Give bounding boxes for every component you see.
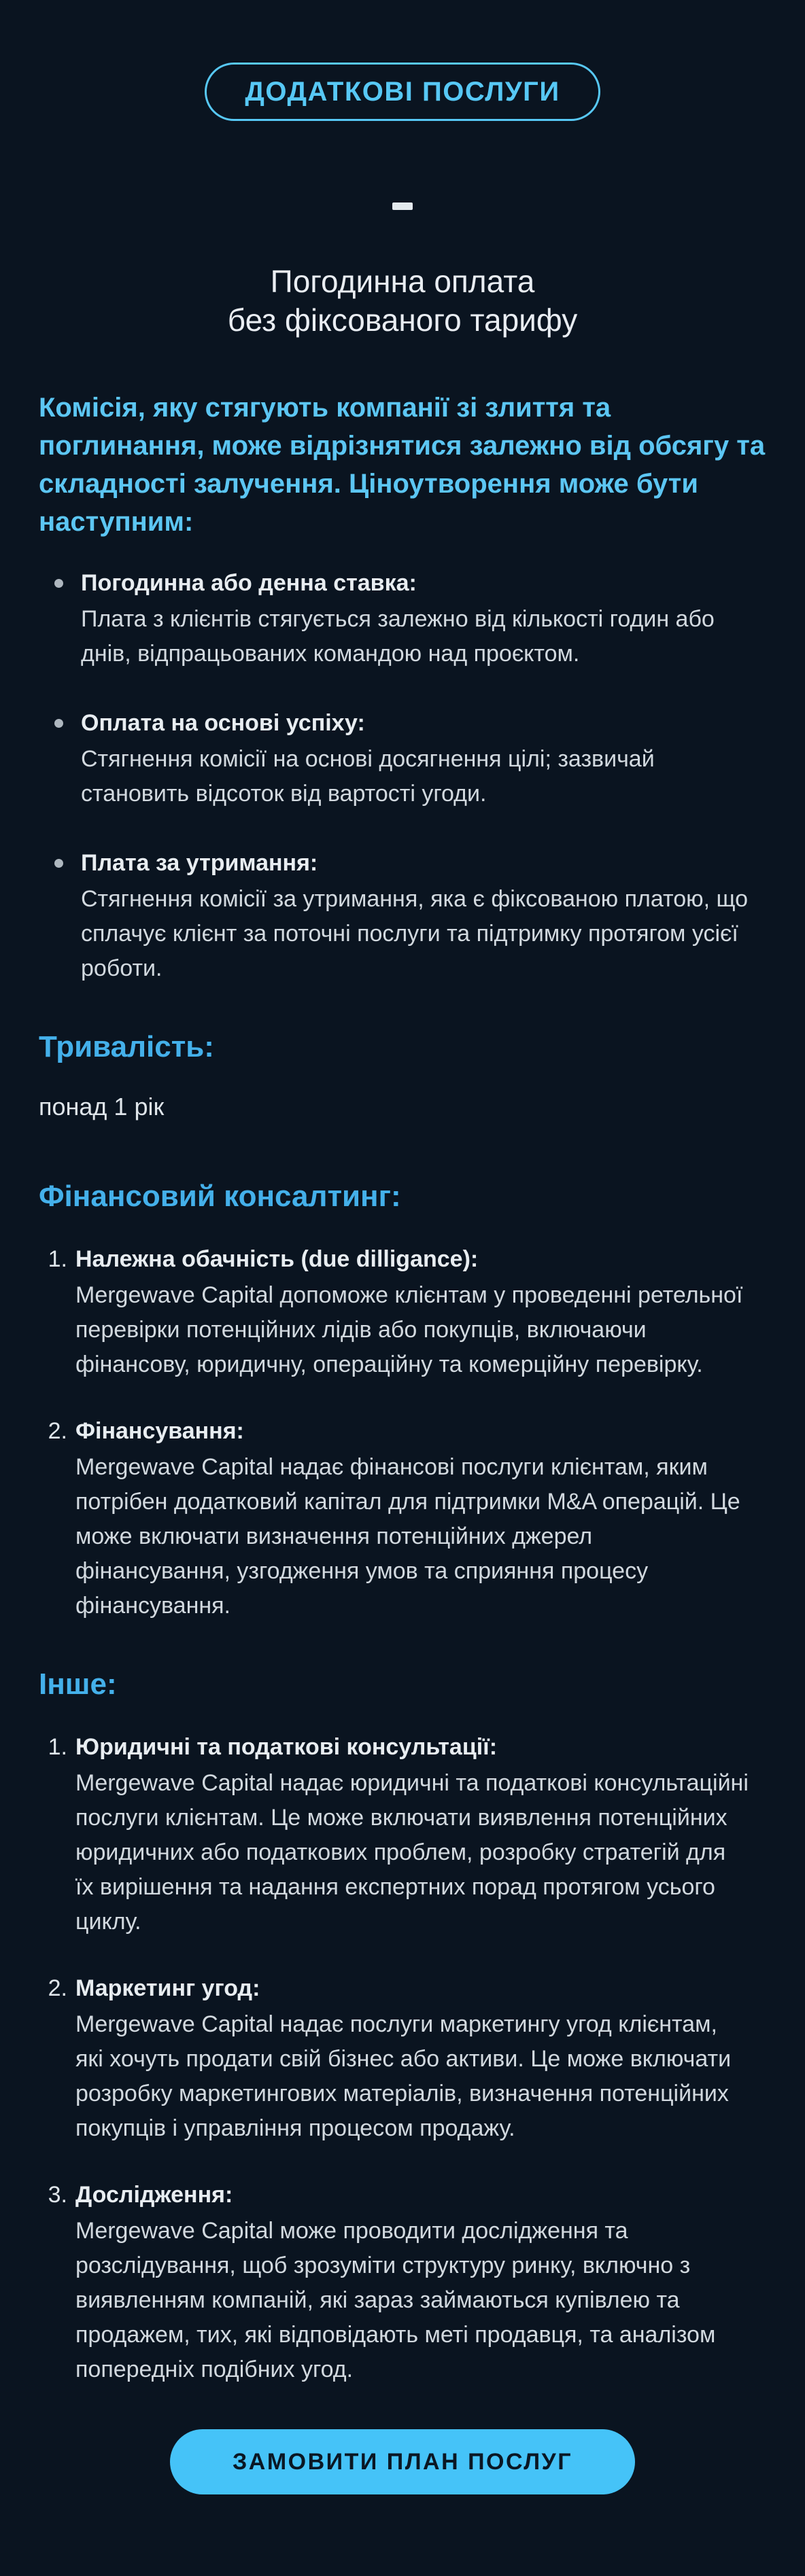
list-item-number: 1. [48,1734,67,1760]
list-item-number: 3. [48,2182,67,2208]
list-item-number: 2. [48,1975,67,2001]
list-item-body [75,1416,749,1623]
intro-paragraph: Комісія, яку стягують компанії зі злиття та поглинання, може відрізнятися залежно від обсягу та складності залучення. Ціноутворення може бути наступним: [39,393,766,537]
list-item [39,2180,766,2387]
list-item-number: 1. [48,1246,67,1272]
duration-heading: Тривалість: [39,1030,214,1063]
page-title-line1: Погодинна оплата [270,264,535,299]
pricing-bullet-list [39,568,766,986]
list-item-body [75,2180,749,2387]
list-item-text: Стягнення комісії за утримання, яка є фіксованою платою, що сплачує клієнт за поточні послуги та підтримку протягом усієї роботи. [81,886,749,981]
list-item-title: Оплата на основі успіху: [81,710,365,736]
list-item-text: Mergewave Capital надає юридичні та податкові консультаційні послуги клієнтам. Це може включати виявлення потенційних юридичних або податкових проблем, розробку стратегій для їх вирішення та надання експертних порад протягом усього циклу. [75,1770,749,1935]
financial-consulting-heading: Фінансовий консалтинг: [39,1180,401,1213]
list-item-title: Дослідження: [75,2182,233,2208]
list-item-body [75,1732,749,1939]
bullet-icon [54,859,63,868]
list-item-text: Mergewave Capital надає фінансові послуги клієнтам, яким потрібен додатковий капітал для підтримки M&A операцій. Це може включати визначення потенційних джерел фінансування, узгодження умов та сприяння процесу фінансування. [75,1454,740,1619]
bullet-icon [54,719,63,728]
list-item [39,1732,766,1939]
list-item-body [81,708,754,811]
list-item-body [81,568,754,671]
dash-row [39,201,766,213]
other-list [39,1732,766,2387]
list-item [39,568,766,671]
list-item-text: Стягнення комісії на основі досягнення цілі; зазвичай становить відсоток від вартості угоди. [81,746,655,807]
list-item-number: 2. [48,1418,67,1444]
list-item-body [81,848,754,986]
section-badge: ДОДАТКОВІ ПОСЛУГИ [205,63,600,121]
list-item-title: Юридичні та податкові консультації: [75,1734,498,1760]
bullet-icon [54,579,63,588]
page-title [39,262,766,340]
order-service-plan-button[interactable]: ЗАМОВИТИ ПЛАН ПОСЛУГ [170,2429,635,2494]
list-item-text: Mergewave Capital допоможе клієнтам у проведенні ретельної перевірки потенційних лідів або покупців, включаючи фінансову, юридичну, операційну та комерційну перевірку. [75,1282,743,1377]
duration-value: понад 1 рік [39,1093,165,1121]
list-item-text: Плата з клієнтів стягується залежно від кількості годин або днів, відпрацьованих командою над проєктом. [81,606,715,667]
list-item-text: Mergewave Capital може проводити дослідження та розслідування, щоб зрозуміти структуру ринку, включно з виявленням компаній, які зараз займаються купівлею та продажем, тих, які відповідають меті продавця, та аналізом попередніх подібних угод. [75,2218,716,2382]
list-item-title: Фінансування: [75,1418,244,1444]
list-item-title: Плата за утримання: [81,850,318,876]
list-item [39,1416,766,1623]
list-item-title: Маркетинг угод: [75,1975,260,2001]
other-heading: Інше: [39,1668,117,1701]
list-item-body [75,1973,749,2146]
badge-row [39,63,766,121]
list-item [39,848,766,986]
list-item [39,1973,766,2146]
cta-row [39,2429,766,2494]
list-item-text: Mergewave Capital надає послуги маркетингу угод клієнтам, які хочуть продати свій бізнес або активи. Це може включати розробку маркетингових матеріалів, визначення потенційних покупців і управління процесом продажу. [75,2011,732,2141]
page-title-line2: без фіксованого тарифу [227,302,578,338]
list-item-body [75,1244,749,1382]
list-item-title: Погодинна або денна ставка: [81,570,417,596]
list-item [39,708,766,811]
financial-consulting-list [39,1244,766,1623]
dash-divider-icon [392,202,413,210]
list-item-title: Належна обачність (due dilligance): [75,1246,479,1272]
list-item [39,1244,766,1382]
